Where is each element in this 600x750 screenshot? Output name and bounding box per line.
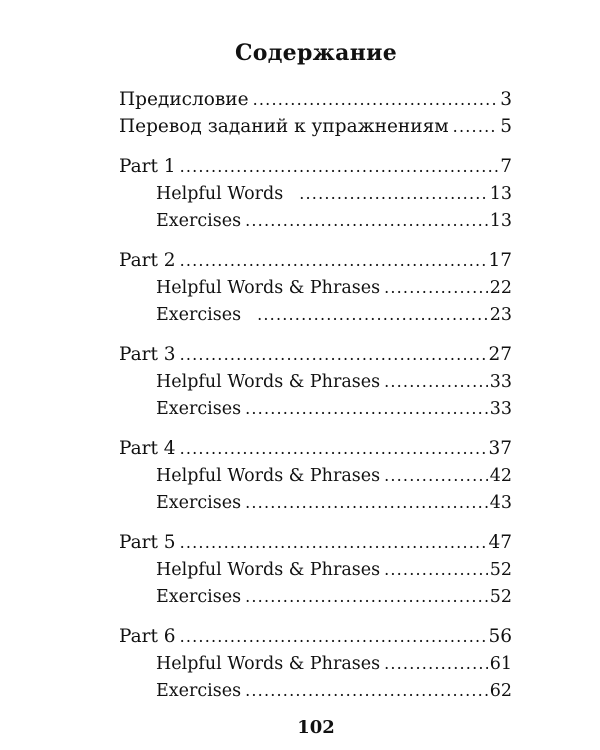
page-number: 102 — [297, 717, 335, 738]
leader-dots — [245, 677, 488, 704]
toc-subentry — [119, 368, 512, 395]
toc-entry-part-6 — [119, 623, 512, 650]
toc-entry-label: Предисловие — [119, 89, 249, 110]
toc-entry-label: Helpful Words & Phrases — [156, 466, 381, 486]
leader-dots — [384, 556, 488, 583]
leader-dots — [245, 583, 488, 610]
toc-entry-label: Part 6 — [119, 626, 176, 647]
leader-dots — [180, 153, 499, 180]
toc-entry-page: 52 — [489, 587, 512, 607]
toc-entry-label: Helpful Words & Phrases — [156, 278, 381, 298]
toc-entry-label: Helpful Words & Phrases — [156, 372, 381, 392]
toc-entry-page: 13 — [489, 184, 512, 204]
toc-entry-part-1 — [119, 153, 512, 180]
leader-dots — [245, 489, 488, 516]
toc-entry-page: 47 — [488, 532, 512, 553]
toc-entry-preface — [119, 86, 512, 113]
toc-entry-page: 23 — [489, 305, 512, 325]
toc-entry-part-5 — [119, 529, 512, 556]
toc-entry-page: 42 — [489, 466, 512, 486]
toc-subentry — [119, 207, 512, 234]
toc-entry-part-4 — [119, 435, 512, 462]
toc-entry-part-3 — [119, 341, 512, 368]
toc-entry-translation — [119, 113, 512, 140]
toc-entry-page: 27 — [488, 344, 512, 365]
toc-entry-label: Exercises — [156, 211, 242, 231]
leader-dots — [180, 247, 487, 274]
toc-entry-label: Exercises — [156, 681, 242, 701]
toc-entry-page: 5 — [500, 116, 512, 137]
table-of-contents — [119, 86, 512, 704]
leader-dots — [384, 650, 488, 677]
toc-subentry — [119, 583, 512, 610]
toc-subentry — [119, 489, 512, 516]
toc-entry-page: 52 — [489, 560, 512, 580]
toc-entry-label: Перевод заданий к упражнениям — [119, 116, 449, 137]
toc-subentry — [119, 274, 512, 301]
toc-entry-page: 33 — [489, 372, 512, 392]
toc-entry-label: Exercises — [156, 587, 242, 607]
leader-dots — [384, 462, 488, 489]
leader-dots — [257, 301, 488, 328]
toc-subentry — [119, 301, 512, 328]
leader-dots — [384, 274, 488, 301]
toc-entry-page: 56 — [488, 626, 512, 647]
toc-entry-label: Exercises — [156, 305, 242, 325]
toc-entry-page: 37 — [488, 438, 512, 459]
toc-entry-label: Helpful Words — [156, 184, 284, 204]
leader-dots — [180, 529, 487, 556]
toc-entry-label: Exercises — [156, 399, 242, 419]
toc-subentry — [119, 395, 512, 422]
leader-dots — [253, 86, 499, 113]
toc-entry-page: 3 — [500, 89, 512, 110]
toc-entry-page: 17 — [488, 250, 512, 271]
toc-entry-page: 22 — [489, 278, 512, 298]
leader-dots — [180, 341, 487, 368]
toc-entry-page: 13 — [489, 211, 512, 231]
toc-subentry — [119, 180, 512, 207]
leader-dots — [180, 435, 487, 462]
toc-entry-part-2 — [119, 247, 512, 274]
toc-entry-label: Part 3 — [119, 344, 176, 365]
leader-dots — [245, 207, 488, 234]
toc-entry-page: 43 — [489, 493, 512, 513]
page-title: Содержание — [234, 40, 398, 66]
toc-entry-page: 33 — [489, 399, 512, 419]
toc-entry-label: Helpful Words & Phrases — [156, 654, 381, 674]
toc-entry-page: 61 — [489, 654, 512, 674]
leader-dots — [245, 395, 488, 422]
leader-dots — [384, 368, 488, 395]
toc-subentry — [119, 556, 512, 583]
toc-entry-label: Part 1 — [119, 156, 176, 177]
toc-entry-page: 62 — [489, 681, 512, 701]
toc-subentry — [119, 650, 512, 677]
leader-dots — [453, 113, 499, 140]
toc-subentry — [119, 677, 512, 704]
toc-entry-label: Exercises — [156, 493, 242, 513]
toc-entry-label: Part 4 — [119, 438, 176, 459]
toc-entry-label: Part 2 — [119, 250, 176, 271]
leader-dots — [299, 180, 488, 207]
toc-entry-label: Helpful Words & Phrases — [156, 560, 381, 580]
toc-entry-page: 7 — [500, 156, 512, 177]
toc-entry-label: Part 5 — [119, 532, 176, 553]
toc-subentry — [119, 462, 512, 489]
leader-dots — [180, 623, 487, 650]
